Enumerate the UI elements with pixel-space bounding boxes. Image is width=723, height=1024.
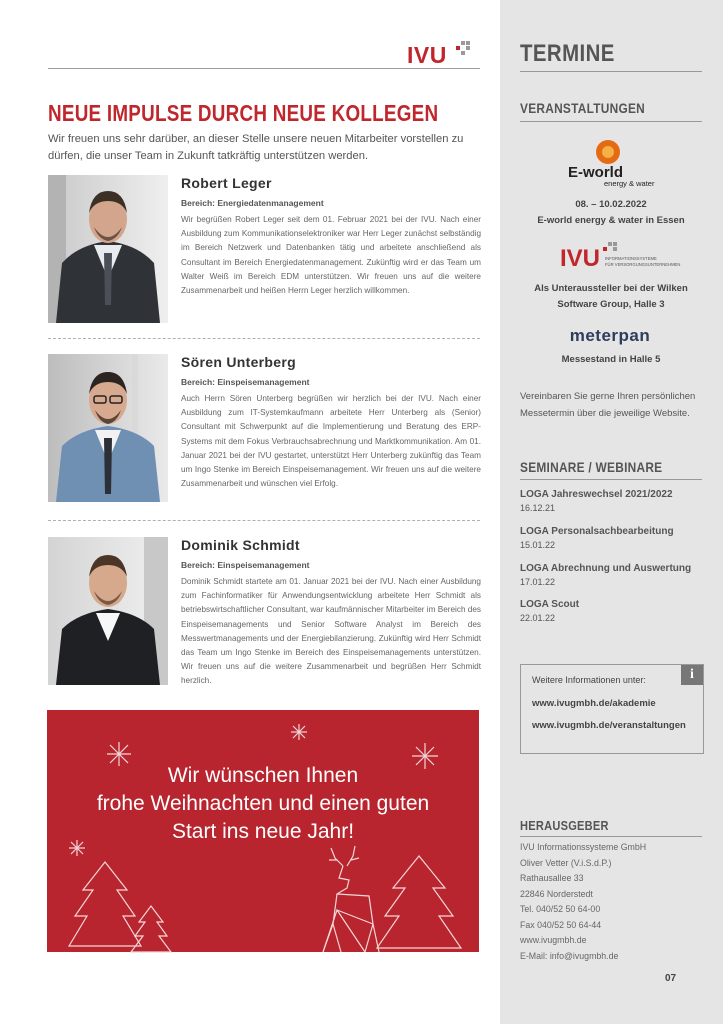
- seminars-heading: SEMINARE / WEBINARE: [520, 459, 663, 475]
- booking-hint: Vereinbaren Sie gerne Ihren persönlichen Messetermin über die jeweilige Website.: [520, 391, 696, 419]
- info-label: Weitere Informationen unter:: [532, 675, 646, 685]
- publisher-email-link[interactable]: E-Mail: info@ivugmbh.de: [520, 950, 619, 961]
- publisher-website-link[interactable]: www.ivugmbh.de: [520, 935, 587, 945]
- portrait-photo: [48, 175, 168, 323]
- sidebar-title-rule: [520, 71, 702, 72]
- greeting-line-2: frohe Weihnachten und einen guten: [96, 792, 430, 815]
- ivu-logo-text: IVU: [407, 42, 447, 68]
- publisher-line: 22846 Norderstedt: [520, 888, 593, 899]
- greeting-line-3: Start ins neue Jahr!: [171, 820, 355, 843]
- meterpan-line: Messestand in Halle 5: [561, 354, 661, 365]
- ivu-systems-logo: [560, 240, 681, 274]
- divider: [48, 520, 480, 521]
- seminar-title: LOGA Personalsachbearbeitung: [520, 526, 674, 537]
- eworld-details: [506, 197, 716, 229]
- ivu-systems-logo-sub2: FÜR VERSORGUNGSUNTERNEHMEN: [605, 262, 681, 267]
- eworld-logo: [560, 140, 660, 190]
- ivu-exhibit-line-1: Als Unteraussteller bei der Wilken: [534, 283, 688, 294]
- seminar-item: [520, 526, 710, 550]
- publisher-line: Fax 040/52 50 64-44: [520, 919, 602, 930]
- link-veranstaltungen[interactable]: www.ivugmbh.de/veranstaltungen: [532, 720, 686, 731]
- sidebar-title: TERMINE: [520, 40, 615, 67]
- eworld-logo-sub: energy & water: [604, 179, 655, 188]
- header-rule: [48, 68, 480, 69]
- publisher-heading-rule: [520, 836, 702, 837]
- person-name: Sören Unterberg: [181, 354, 296, 370]
- eworld-logo-main: E-world: [568, 164, 623, 181]
- ivu-systems-logo-sub1: INFORMATIONSSYSTEME: [605, 256, 657, 261]
- person-area: Bereich: Einspeisemanagement: [181, 377, 310, 387]
- ivu-exhibit-details: [506, 281, 716, 313]
- events-heading-rule: [520, 121, 702, 122]
- person-card-leger: [48, 175, 480, 325]
- person-area: Bereich: Energiedatenmanagement: [181, 198, 324, 208]
- publisher-block: [520, 840, 700, 964]
- info-box: [520, 664, 704, 754]
- eworld-date: 08. – 10.02.2022: [575, 199, 647, 210]
- ivu-logo: [407, 39, 479, 67]
- person-name: Robert Leger: [181, 175, 272, 191]
- seminar-date: 16.12.21: [520, 503, 556, 513]
- seminar-item: [520, 489, 710, 513]
- publisher-line: Rathausallee 33: [520, 873, 584, 883]
- ivu-logo-dots-icon: [456, 41, 470, 55]
- portrait-photo: [48, 354, 168, 502]
- seminars-heading-rule: [520, 479, 702, 480]
- person-bio: Auch Herrn Sören Unterberg begrüßen wir herzlich bei der IVU. Nach einer Ausbildung zum IT-Systemkaufmann arbeitete Herr Unterberg als (Senior) Consultant mit Schwerpunkt auf die Implementierung und Beratung des ERP-Systems mit dem Fokus Verbrauchsabrechnung und Marktkommunikation. Am 01. Januar 2021 bei der IVU gestartet, unterstützt Herr Unterberg zukünftig das Team um Ingo Stenke im Bereich Einspeisemanagement. Wir freuen uns auf die weitere Zusammenarbeit und wünschen viel Erfolg.: [181, 394, 481, 489]
- person-area: Bereich: Einspeisemanagement: [181, 560, 310, 570]
- publisher-line: Oliver Vetter (V.i.S.d.P.): [520, 857, 612, 868]
- portrait-photo: [48, 537, 168, 685]
- person-bio: Dominik Schmidt startete am 01. Januar 2021 bei der IVU. Nach einer Ausbildung zum Fachinformatiker für Anwendungsentwicklung arbeitete Herr Schmidt als betriebswirtschaftlicher Consultant, war kaufmännischer Mitarbeiter im Bereich des Einspeisemanagements und Senior Software Analyst im Bereich des Messwertmanagements und der Energiebilanzierung. Zukünftig wird Herr Schmidt das Team um Ingo Stenke im Bereich des Einspeisemanagements unterstützen. Wir freuen uns auf die weitere Zusammenarbeit und begrüßen Herr Schmidt herzlich.: [181, 577, 481, 686]
- publisher-line: Tel. 040/52 50 64-00: [520, 904, 601, 914]
- eworld-name: E-world energy & water in Essen: [537, 215, 685, 226]
- seminar-date: 17.01.22: [520, 577, 556, 587]
- events-heading: VERANSTALTUNGEN: [520, 100, 646, 116]
- intro-text: Wir freuen uns sehr darüber, an dieser Stelle unsere neuen Mitarbeiter vorstellen zu dürfen, die unser Team in Zukunft tatkräftig unterstützen werden.: [48, 133, 464, 162]
- page-title: NEUE IMPULSE DURCH NEUE KOLLEGEN: [48, 100, 439, 126]
- seminar-date: 15.01.22: [520, 540, 556, 550]
- ivu-systems-logo-text: IVU: [560, 245, 601, 272]
- divider: [48, 338, 480, 339]
- page-number: 07: [665, 973, 677, 984]
- publisher-heading: HERAUSGEBER: [520, 818, 609, 833]
- eworld-logo-icon: [560, 140, 660, 190]
- person-name: Dominik Schmidt: [181, 537, 300, 553]
- christmas-banner: [47, 710, 479, 952]
- seminar-date: 22.01.22: [520, 613, 556, 623]
- publisher-line: IVU Informationssysteme GmbH: [520, 842, 647, 852]
- person-bio: Wir begrüßen Robert Leger seit dem 01. Februar 2021 bei der IVU. Nach einer Ausbildung zum Kommunikationselektroniker war Herr Leger zunächst selbständig im Bereich Netzwerk und Datenbanken tätig und arbeitete anschließend als Consultant im Bereich Energiedatenmanagement. Zukünftig wird er das Team um Walter Weiß im Bereich EDM unterstützen. Wir freuen uns auf die weitere Zusammenarbeit und heißen Herrn Leger herzlich willkommen.: [181, 215, 481, 296]
- person-card-unterberg: [48, 354, 480, 504]
- seminar-title: LOGA Scout: [520, 599, 580, 610]
- meterpan-logo: meterpan: [569, 326, 651, 345]
- seminar-title: LOGA Abrechnung und Auswertung: [520, 563, 692, 574]
- ivu-exhibit-line-2: Software Group, Halle 3: [557, 299, 665, 310]
- greeting-line-1: Wir wünschen Ihnen: [167, 764, 359, 787]
- link-akademie[interactable]: www.ivugmbh.de/akademie: [532, 698, 656, 709]
- seminar-title: LOGA Jahreswechsel 2021/2022: [520, 489, 673, 500]
- ivu-systems-logo-icon: [560, 240, 681, 274]
- info-icon: i: [681, 665, 703, 685]
- seminar-item: [520, 563, 710, 587]
- seminar-item: [520, 599, 710, 623]
- meterpan-details: [506, 352, 716, 368]
- person-card-schmidt: [48, 537, 480, 687]
